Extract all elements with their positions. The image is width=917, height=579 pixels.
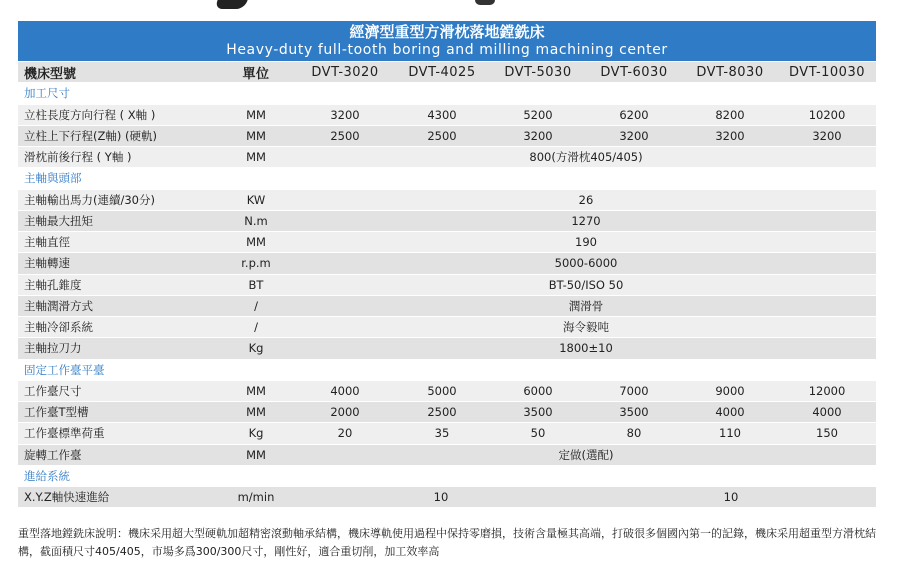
row-value: 10200: [778, 104, 876, 125]
row-unit: N.m: [216, 210, 296, 231]
row-label: 工作臺T型槽: [18, 402, 216, 423]
header-row: [18, 62, 876, 83]
title-chinese: 經濟型重型方滑枕落地鏜銑床: [349, 23, 545, 41]
row-value: 4000: [682, 402, 778, 423]
row-value: 110: [682, 423, 778, 444]
row-value: 3200: [490, 125, 586, 146]
row-value: 5200: [490, 104, 586, 125]
section-row: [18, 83, 876, 104]
table-row: [18, 274, 876, 295]
row-value: 800(方滑枕405/405): [296, 147, 876, 168]
table-row: [18, 444, 876, 465]
row-unit: KW: [216, 189, 296, 210]
row-label: 旋轉工作臺: [18, 444, 216, 465]
row-label: 主軸輸出馬力(連續/30分): [18, 189, 216, 210]
row-unit: m/min: [216, 487, 296, 508]
row-value: 26: [296, 189, 876, 210]
row-label: 滑枕前後行程 ( Y軸 ): [18, 147, 216, 168]
row-value: 定做(選配): [296, 444, 876, 465]
row-unit: MM: [216, 402, 296, 423]
row-value: 5000: [394, 380, 490, 401]
row-value: 3200: [296, 104, 394, 125]
header-model: DVT-5030: [490, 62, 586, 83]
header-label: 機床型號: [18, 62, 216, 83]
row-unit: MM: [216, 147, 296, 168]
row-label: 主軸孔錐度: [18, 274, 216, 295]
row-value: 10: [586, 487, 876, 508]
row-value: 12000: [778, 380, 876, 401]
row-value: 7000: [586, 380, 682, 401]
row-value: 4000: [778, 402, 876, 423]
table-row: [18, 487, 876, 508]
row-label: 立柱長度方向行程 ( X軸 ): [18, 104, 216, 125]
row-value: 3200: [586, 125, 682, 146]
decorative-shape: [475, 0, 495, 5]
row-value: 6000: [490, 380, 586, 401]
row-label: 主軸最大扭矩: [18, 210, 216, 231]
section-table: 固定工作臺平臺: [18, 359, 876, 380]
decorative-shape: [214, 0, 247, 9]
section-spindle: 主軸與頭部: [18, 168, 876, 189]
row-value: 4000: [296, 380, 394, 401]
row-label: 主軸直徑: [18, 232, 216, 253]
table-row: [18, 125, 876, 146]
row-unit: MM: [216, 125, 296, 146]
row-value: 潤滑骨: [296, 295, 876, 316]
table-row: [18, 423, 876, 444]
row-label: 主軸潤滑方式: [18, 295, 216, 316]
row-unit: MM: [216, 104, 296, 125]
row-unit: BT: [216, 274, 296, 295]
table-row: [18, 380, 876, 401]
row-label: 主軸冷卻系統: [18, 317, 216, 338]
header-model: DVT-8030: [682, 62, 778, 83]
section-row: [18, 359, 876, 380]
row-unit: /: [216, 295, 296, 316]
row-value: 海令毅吨: [296, 317, 876, 338]
decorative-watermark: [907, 330, 915, 370]
header-model: DVT-4025: [394, 62, 490, 83]
row-value: 2500: [394, 402, 490, 423]
table-row: [18, 189, 876, 210]
row-label: 工作臺尺寸: [18, 380, 216, 401]
table-row: [18, 295, 876, 316]
row-value: 2500: [296, 125, 394, 146]
row-label: 立柱上下行程(Z軸) (硬軌): [18, 125, 216, 146]
row-value: 2000: [296, 402, 394, 423]
row-value: 5000-6000: [296, 253, 876, 274]
row-value: 10: [296, 487, 586, 508]
section-row: [18, 465, 876, 486]
row-value: 50: [490, 423, 586, 444]
table-row: [18, 232, 876, 253]
spec-table: [18, 62, 876, 508]
table-row: [18, 317, 876, 338]
row-label: 主軸轉速: [18, 253, 216, 274]
row-unit: /: [216, 317, 296, 338]
table-row: [18, 210, 876, 231]
table-row: [18, 147, 876, 168]
title-banner: [18, 21, 876, 61]
row-value: 3500: [586, 402, 682, 423]
row-value: 2500: [394, 125, 490, 146]
row-value: 20: [296, 423, 394, 444]
row-value: 35: [394, 423, 490, 444]
row-label: 工作臺標準荷重: [18, 423, 216, 444]
table-row: [18, 338, 876, 359]
table-row: [18, 253, 876, 274]
row-unit: MM: [216, 444, 296, 465]
row-value: 150: [778, 423, 876, 444]
row-value: 190: [296, 232, 876, 253]
row-value: 9000: [682, 380, 778, 401]
section-feed: 進給系統: [18, 465, 876, 486]
section-row: [18, 168, 876, 189]
description-text: 重型落地鏜銑床說明：機床采用超大型硬軌加超精密滾動軸承結構，機床導軌使用過程中保持零磨損，技術含量極其高端，打破很多個國內第一的記錄，機床采用超重型方滑枕結構，截面積尺寸405/405，市場多爲300/300尺寸，剛性好，適合重切削，加工效率高: [18, 527, 876, 558]
header-model: DVT-3020: [296, 62, 394, 83]
row-value: 80: [586, 423, 682, 444]
row-label: X.Y.Z軸快速進給: [18, 487, 216, 508]
row-value: 1270: [296, 210, 876, 231]
table-row: [18, 402, 876, 423]
title-english: Heavy-duty full-tooth boring and milling machining center: [226, 42, 668, 58]
row-label: 主軸拉刀力: [18, 338, 216, 359]
header-unit: 單位: [216, 62, 296, 83]
row-value: 8200: [682, 104, 778, 125]
row-value: 3200: [778, 125, 876, 146]
row-value: 3200: [682, 125, 778, 146]
row-unit: Kg: [216, 423, 296, 444]
row-unit: MM: [216, 380, 296, 401]
row-value: BT-50/ISO 50: [296, 274, 876, 295]
row-value: 4300: [394, 104, 490, 125]
section-travel: 加工尺寸: [18, 83, 876, 104]
header-model: DVT-10030: [778, 62, 876, 83]
row-unit: Kg: [216, 338, 296, 359]
table-row: [18, 104, 876, 125]
row-value: 3500: [490, 402, 586, 423]
row-value: 6200: [586, 104, 682, 125]
row-unit: MM: [216, 232, 296, 253]
row-unit: r.p.m: [216, 253, 296, 274]
row-value: 1800±10: [296, 338, 876, 359]
header-model: DVT-6030: [586, 62, 682, 83]
